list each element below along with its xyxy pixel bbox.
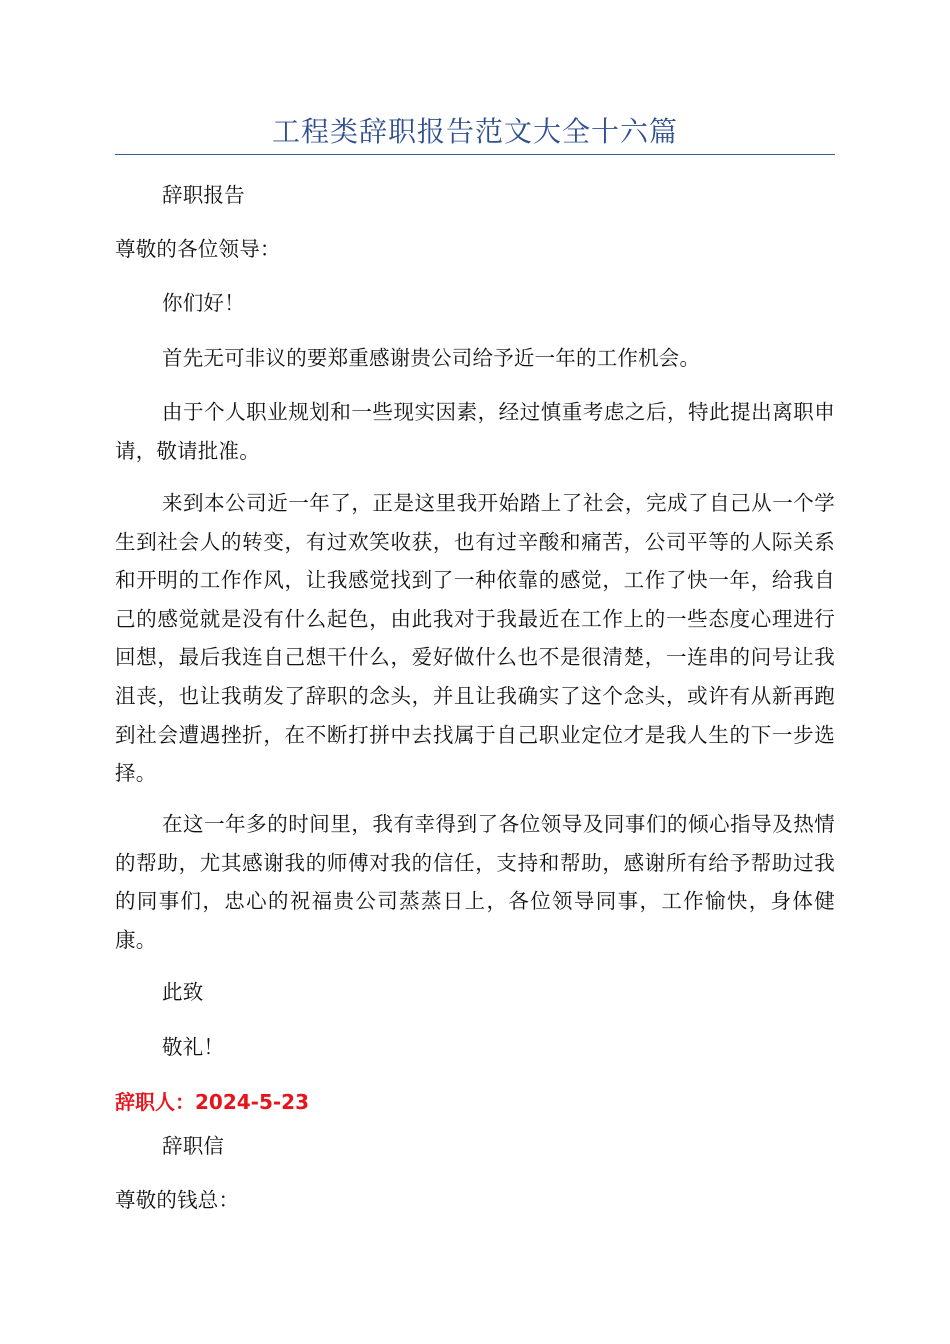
document-title: 工程类辞职报告范文大全十六篇 (271, 115, 678, 148)
letter1-regards: 敬礼！ (162, 1035, 225, 1059)
letter1-paragraph-3: 来到本公司近一年了，正是这里我开始踏上了社会，完成了自己从一个学生到社会人的转变，有过欢笑收获，也有过辛酸和痛苦，公司平等的人际关系和开明的工作作风，让我感觉找到了一种依靠的感觉，工作了快一年，给我自己的感觉就是没有什么起色，由此我对于我最近在工作上的一些态度心理进行回想，最后我连自己想干什么，爱好做什么也不是很清楚，一连串的问号让我沮丧，也让我萌发了辞职的念头，并且让我确实了这个念头，或许有从新再跑到社会遭遇挫折，在不断打拼中去找属于自己职业定位才是我人生的下一步选择。 (115, 491, 835, 786)
letter1-heading: 辞职报告 (162, 183, 245, 207)
letter2-salutation: 尊敬的钱总： (115, 1188, 240, 1212)
letter2-heading: 辞职信 (162, 1134, 225, 1158)
letter1-paragraph-2: 由于个人职业规划和一些现实因素，经过慎重考虑之后，特此提出离职申请，敬请批准。 (115, 400, 835, 463)
letter1-signature: 辞职人：2024-5-23 (115, 1090, 310, 1114)
title-underline (115, 154, 835, 155)
letter1-greeting: 你们好！ (162, 291, 245, 315)
letter1-paragraph-1: 首先无可非议的要郑重感谢贵公司给予近一年的工作机会。 (162, 346, 701, 370)
letter1-paragraph-4: 在这一年多的时间里，我有幸得到了各位领导及同事们的倾心指导及热情的帮助，尤其感谢我的师傅对我的信任，支持和帮助，感谢所有给予帮助过我的同事们，忠心的祝福贵公司蒸蒸日上，各位领导同事，工作愉快，身体健康。 (115, 812, 835, 952)
letter1-closing: 此致 (162, 980, 204, 1004)
letter1-salutation: 尊敬的各位领导： (115, 237, 281, 261)
